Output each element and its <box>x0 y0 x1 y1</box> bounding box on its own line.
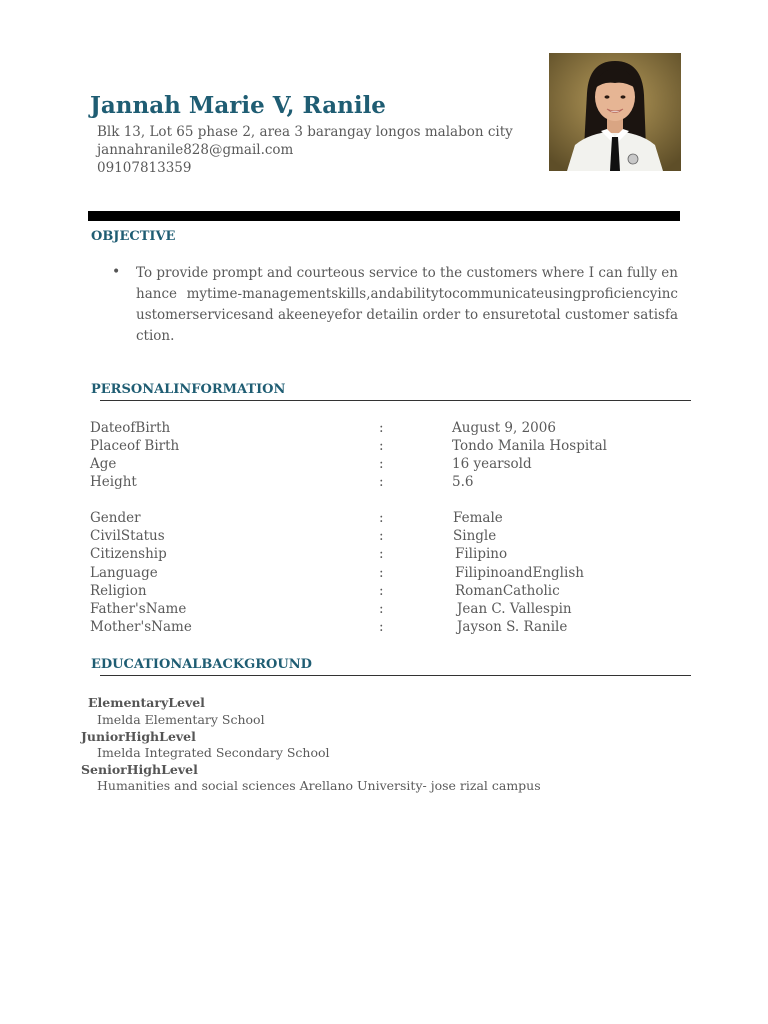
info-value: RomanCatholic <box>455 583 560 599</box>
info-row-height <box>0 474 768 492</box>
info-label: Mother'sName <box>90 619 192 635</box>
info-separator: : <box>379 438 384 454</box>
applicant-name: Jannah Marie V, Ranile <box>90 92 386 119</box>
info-row-birthplace <box>0 438 768 456</box>
info-value: Tondo Manila Hospital <box>452 438 607 454</box>
info-separator: : <box>379 619 384 635</box>
info-label: Language <box>90 565 158 581</box>
header-divider <box>88 211 680 221</box>
info-row-citizenship <box>0 546 768 564</box>
info-value: Jean C. Vallespin <box>457 601 572 617</box>
info-value: August 9, 2006 <box>452 420 556 436</box>
info-label: Height <box>90 474 137 490</box>
info-value: Jayson S. Ranile <box>457 619 568 635</box>
portrait-image <box>549 53 681 171</box>
address-line: Blk 13, Lot 65 phase 2, area 3 barangay longos malabon city <box>97 124 513 140</box>
info-label: Father'sName <box>90 601 187 617</box>
info-value: 5.6 <box>452 474 474 490</box>
info-row-religion <box>0 583 768 601</box>
info-separator: : <box>379 565 384 581</box>
info-row-language <box>0 565 768 583</box>
profile-photo <box>549 53 681 171</box>
info-row-father <box>0 601 768 619</box>
phone-line: 09107813359 <box>97 160 192 176</box>
info-row-dob <box>0 420 768 438</box>
bullet-icon: • <box>112 264 121 280</box>
education-level: SeniorHighLevel <box>81 762 198 777</box>
education-school: Imelda Integrated Secondary School <box>97 745 330 760</box>
education-school: Imelda Elementary School <box>97 712 265 727</box>
info-label: Placeof Birth <box>90 438 180 454</box>
info-separator: : <box>379 510 384 526</box>
info-separator: : <box>379 601 384 617</box>
info-separator: : <box>379 546 384 562</box>
info-label: Gender <box>90 510 141 526</box>
info-value: Filipino <box>455 546 508 562</box>
info-value: 16 yearsold <box>452 456 532 472</box>
education-heading: EDUCATIONALBACKGROUND <box>91 657 312 672</box>
info-value: Single <box>453 528 497 544</box>
info-separator: : <box>379 456 384 472</box>
info-separator: : <box>379 528 384 544</box>
email-line: jannahranile828@gmail.com <box>97 142 294 158</box>
info-value: Female <box>453 510 503 526</box>
info-row-age <box>0 456 768 474</box>
info-separator: : <box>379 583 384 599</box>
education-school: Humanities and social sciences Arellano University- jose rizal campus <box>97 778 541 793</box>
info-separator: : <box>379 420 384 436</box>
education-divider <box>100 675 691 676</box>
objective-heading: OBJECTIVE <box>91 229 176 244</box>
education-level: ElementaryLevel <box>88 695 205 710</box>
objective-text: To provide prompt and courteous service to the customers where I can fully enhance mytime-managementskills,andabilitytocommunicateusingproficiencyincustomerservicesand akeeneyefor detailin order to ensuretotal customer satisfaction. <box>136 265 678 344</box>
personal-info-divider <box>100 400 691 401</box>
education-level: JuniorHighLevel <box>81 729 196 744</box>
info-label: CivilStatus <box>90 528 165 544</box>
info-row-gender <box>0 510 768 528</box>
info-row-mother <box>0 619 768 637</box>
info-label: DateofBirth <box>90 420 171 436</box>
info-separator: : <box>379 474 384 490</box>
info-value: FilipinoandEnglish <box>455 565 584 581</box>
info-row-civil-status <box>0 528 768 546</box>
info-label: Religion <box>90 583 147 599</box>
personal-info-heading: PERSONALINFORMATION <box>91 382 286 397</box>
info-label: Citizenship <box>90 546 167 562</box>
info-label: Age <box>90 456 117 472</box>
